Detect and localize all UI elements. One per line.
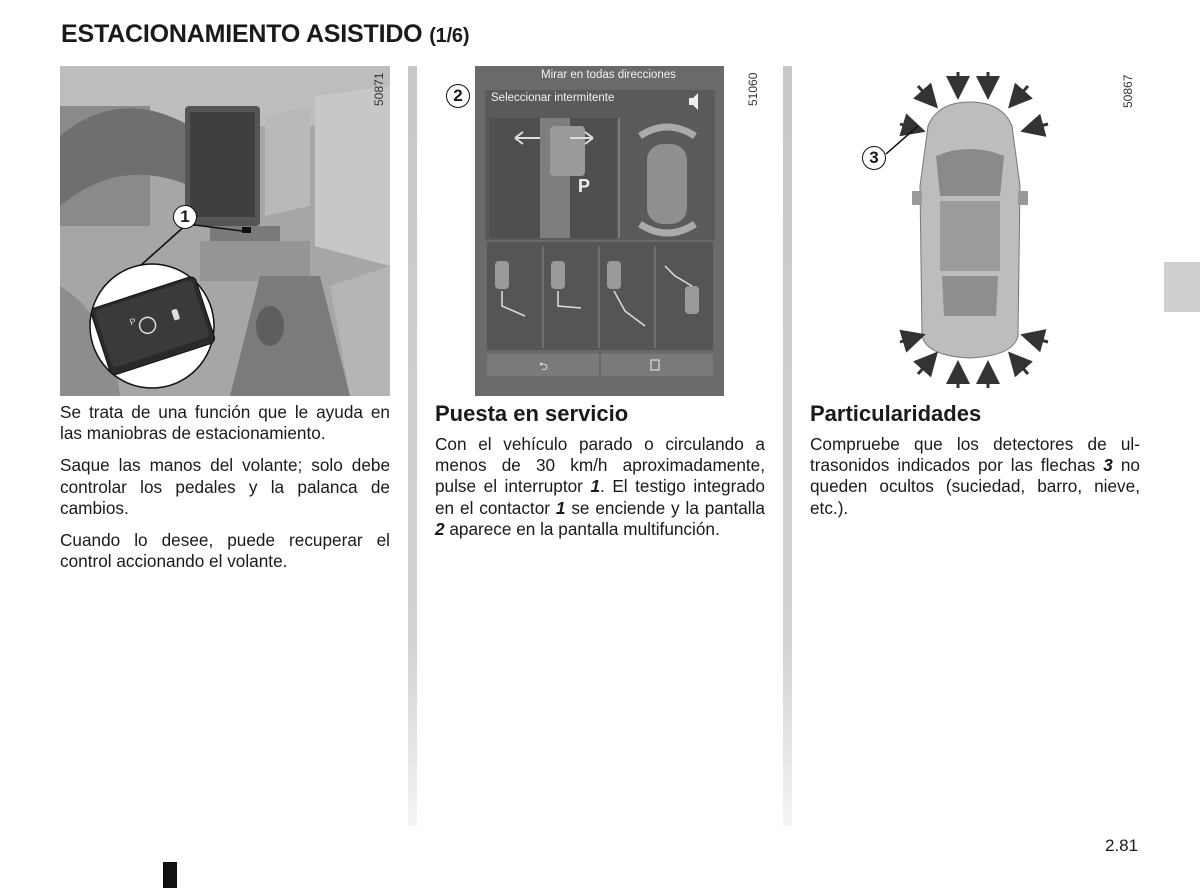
col1-text: [60, 402, 390, 583]
text-run: no queden ocultos (suciedad, barro, nieve, etc.).: [810, 455, 1140, 518]
page-title: [61, 20, 469, 49]
chapter-tab: [1164, 262, 1200, 312]
title-main: ESTACIONAMIENTO ASISTIDO: [61, 20, 423, 48]
car-top-figure: [858, 66, 1098, 396]
section-heading: Particularidades: [810, 401, 982, 426]
paragraph: Saque las manos del volante; solo debe controlar los pedales y la palanca de cambios.: [60, 455, 390, 518]
figure-number: 51060: [746, 72, 760, 106]
text-run: . El testigo integrado en el contactor: [435, 476, 765, 518]
section-heading: Puesta en servicio: [435, 401, 629, 426]
dashboard-figure: [60, 66, 390, 396]
column-divider: [408, 66, 417, 826]
page-number: 2.81: [1105, 836, 1139, 855]
ref-1: 1: [590, 476, 600, 497]
crop-mark: [163, 862, 177, 888]
col3-text: [810, 434, 1140, 530]
paragraph: [435, 434, 765, 540]
callout-3: 3: [862, 146, 886, 170]
paragraph: [810, 434, 1140, 519]
screen-figure: [475, 66, 724, 396]
figure-number: 50867: [1121, 74, 1135, 108]
ref-2: 2: [435, 518, 445, 539]
text-run: Compruebe que los detectores de ultrasonidos indicados por las flechas: [810, 434, 1140, 476]
ref-1: 1: [555, 497, 566, 518]
title-suffix: (1/6): [429, 25, 470, 47]
figure-number: 50871: [372, 72, 386, 106]
text-run: se enciende y la pantalla: [565, 497, 765, 518]
paragraph: Se trata de una función que le ayuda en las maniobras de estacionamiento.: [60, 402, 390, 444]
text-run: Con el vehículo parado o circulando a menos de 30 km/h aproximadamente, pulse el interruptor: [435, 434, 765, 497]
svg-text:P: P: [128, 316, 138, 328]
parking-letter: P: [578, 176, 591, 196]
svg-text:⮌: ⮌: [539, 360, 548, 373]
text-run: aparece en la pantalla multifunción.: [444, 518, 720, 539]
ref-3: 3: [1103, 455, 1113, 476]
callout-1: 1: [173, 205, 197, 229]
paragraph: Cuando lo desee, puede recuperar el control accionando el volante.: [60, 530, 390, 572]
column-divider: [783, 66, 792, 826]
screen-sub-label: Seleccionar intermitente: [491, 92, 615, 104]
col2-text: [435, 434, 765, 551]
screen-top-label: Mirar en todas direcciones: [541, 69, 676, 81]
callout-2: 2: [446, 84, 470, 108]
